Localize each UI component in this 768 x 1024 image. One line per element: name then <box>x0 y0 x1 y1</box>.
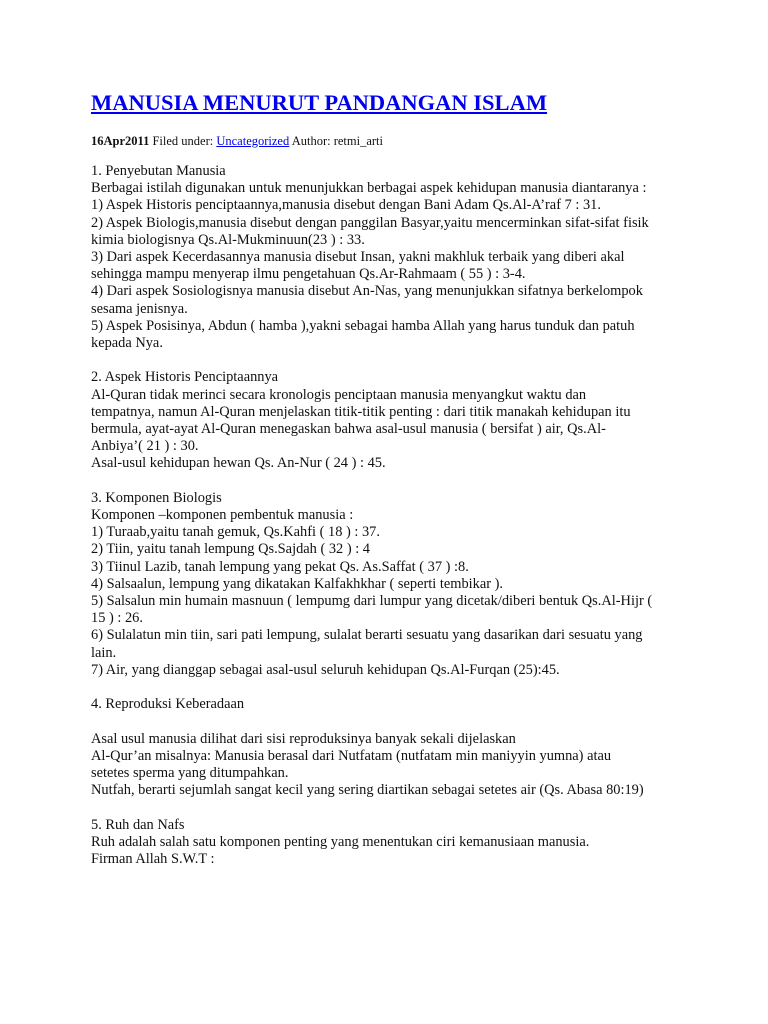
paragraph-line: 1) Aspek Historis penciptaannya,manusia disebut dengan Bani Adam Qs.Al-A’raf 7 : 31. <box>91 197 601 214</box>
paragraph-line: 2) Aspek Biologis,manusia disebut dengan panggilan Basyar,yaitu mencerminkan sifat-sifat fisik <box>91 214 649 231</box>
paragraph-line: 15 ) : 26. <box>91 610 143 627</box>
paragraph-line: kepada Nya. <box>91 335 163 352</box>
paragraph-line: 3) Tiinul Lazib, tanah lempung yang pekat Qs. As.Saffat ( 37 ) :8. <box>91 558 469 575</box>
paragraph-line: 6) Sulalatun min tiin, sari pati lempung, sulalat berarti sesuatu yang dasarikan dari sesuatu yang <box>91 627 643 644</box>
paragraph-line: tempatnya, namun Al-Quran menjelaskan titik-titik penting : dari titik manakah kehidupan itu <box>91 403 631 420</box>
paragraph-line: Ruh adalah salah satu komponen penting yang menentukan ciri kemanusiaan manusia. <box>91 833 590 850</box>
post-meta <box>91 132 383 150</box>
paragraph-line <box>91 713 691 730</box>
paragraph-line: 7) Air, yang dianggap sebagai asal-usul seluruh kehidupan Qs.Al-Furqan (25):45. <box>91 661 560 678</box>
paragraph-line: Al-Qur’an misalnya: Manusia berasal dari Nutfatam (nutfatam min maniyyin yumna) atau <box>91 747 612 764</box>
section-heading: 1. Penyebutan Manusia <box>91 163 226 179</box>
section-heading: 3. Komponen Biologis <box>91 489 222 506</box>
paragraph-line: 5) Salsalun min humain masnuun ( lempumg dari lumpur yang dicetak/diberi bentuk Qs.Al-Hijr ( <box>91 593 653 610</box>
paragraph-line: Komponen –komponen pembentuk manusia : <box>91 507 354 524</box>
article-section <box>91 696 691 799</box>
author-label: Author: retmi_arti <box>291 134 383 148</box>
paragraph-line: setetes sperma yang ditumpahkan. <box>91 765 289 782</box>
paragraph-line: 5) Aspek Posisinya, Abdun ( hamba ),yakni sebagai hamba Allah yang harus tunduk dan patuh <box>91 317 635 334</box>
paragraph-line: 4) Salsaalun, lempung yang dikatakan Kalfakhkhar ( seperti tembikar ). <box>91 575 503 592</box>
paragraph-line: Al-Quran tidak merinci secara kronologis penciptaan manusia menyangkut waktu dan <box>91 386 587 403</box>
article-section <box>91 369 691 472</box>
filed-under-label: Filed under: <box>152 134 214 148</box>
section-heading: 2. Aspek Historis Penciptaannya <box>91 369 279 386</box>
article-section <box>91 817 691 869</box>
section-heading: 5. Ruh dan Nafs <box>91 816 185 833</box>
article-title-link[interactable]: MANUSIA MENURUT PANDANGAN ISLAM <box>91 90 548 115</box>
paragraph-line: Firman Allah S.W.T : <box>91 851 215 868</box>
paragraph-line: kimia biologisnya Qs.Al-Mukminuun(23 ) : 33. <box>91 231 365 248</box>
paragraph-line: Asal-usul kehidupan hewan Qs. An-Nur ( 24 ) : 45. <box>91 455 386 472</box>
category-link[interactable]: Uncategorized <box>216 134 290 148</box>
section-heading: 4. Reproduksi Keberadaan <box>91 696 245 713</box>
article-body <box>91 163 691 885</box>
paragraph-line: lain. <box>91 644 117 661</box>
paragraph-line: 1) Turaab,yaitu tanah gemuk, Qs.Kahfi ( 18 ) : 37. <box>91 524 380 541</box>
paragraph-line: 3) Dari aspek Kecerdasannya manusia disebut Insan, yakni makhluk terbaik yang diberi akal <box>91 249 625 266</box>
article-section <box>91 163 691 352</box>
post-date: 16Apr2011 <box>91 134 150 148</box>
paragraph-line: Asal usul manusia dilihat dari sisi reproduksinya banyak sekali dijelaskan <box>91 730 516 747</box>
article-section <box>91 490 691 679</box>
paragraph-line: sesama jenisnya. <box>91 300 188 317</box>
paragraph-line: sehingga mampu menyerap ilmu pengetahuan Qs.Ar-Rahmaam ( 55 ) : 3-4. <box>91 266 526 283</box>
paragraph-line: Berbagai istilah digunakan untuk menunjukkan berbagai aspek kehidupan manusia diantaranya : <box>91 180 647 197</box>
paragraph-line: Anbiya’( 21 ) : 30. <box>91 438 199 455</box>
paragraph-line: bermula, ayat-ayat Al-Quran menegaskan bahwa asal-usul manusia ( bersifat ) air, Qs.Al- <box>91 421 606 438</box>
paragraph-line: 2) Tiin, yaitu tanah lempung Qs.Sajdah ( 32 ) : 4 <box>91 541 371 558</box>
paragraph-line: 4) Dari aspek Sosiologisnya manusia disebut An-Nas, yang menunjukkan sifatnya berkelompok <box>91 283 643 300</box>
paragraph-line: Nutfah, berarti sejumlah sangat kecil yang sering diartikan sebagai setetes air (Qs. Abasa 80:19) <box>91 782 644 799</box>
